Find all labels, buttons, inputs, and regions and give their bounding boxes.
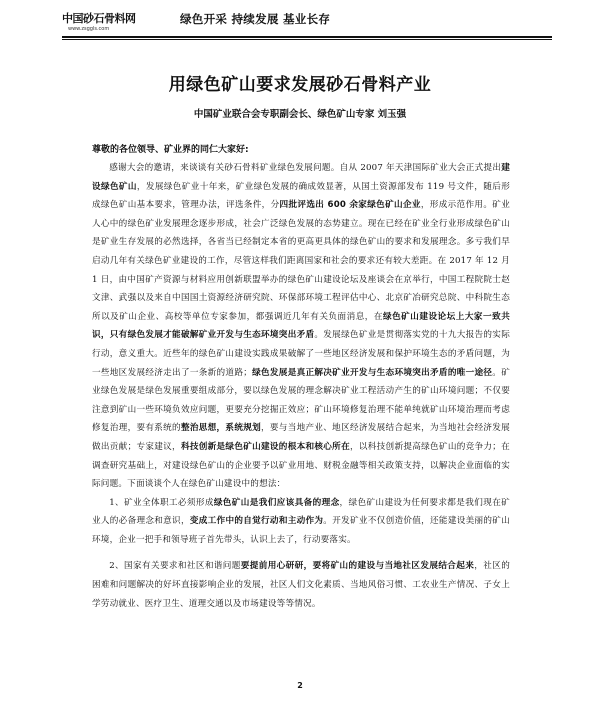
emphasis-run: 绿色矿山是我们应该具备的理念: [213, 497, 340, 508]
paragraph-1: [92, 159, 510, 494]
header-divider-thin: [62, 39, 552, 40]
emphasis-run: 变成工作中的自觉行动和主动作为: [189, 516, 324, 527]
text-run: 。发展绿色矿业是贯彻落实党的十九大报告的实际行动，意义重大。近些年的绿色矿山建设实践成果破解了一些地区经济发展和保护环境生态的矛盾问题，为一些地区发展经济走出了一条新的道路；: [92, 330, 510, 378]
text-run: 2、国家有关要求和社区和谐问题: [109, 561, 241, 572]
text-run: ，社区的困难和问题解决的好坏直接影响企业的发展，社区人们文化素质、当地风俗习惯、工农业生产情况、子女上学劳动就业、医疗卫生、道理交通以及市场建设等等情况。: [92, 561, 511, 609]
text-run: ，以科技创新提高绿色矿山的竞争力；在调查研究基础上，对建设绿色矿山的企业要予以矿业用地、财税金融等相关政策支持，以解决企业面临的实际问题。下面谈谈个人在绿色矿山建设中的想法：: [92, 441, 510, 490]
article-author: 中国矿业联合会专职副会长、绿色矿山专家 刘玉强: [193, 109, 407, 120]
text-run: ，发展绿色矿业十年来，矿业绿色发展的确成效显著，从国土资源部发布 119 号文件，随后形成绿色矿山基本要求，管理办法，评选条件，分: [92, 181, 510, 211]
salutation: 尊敬的各位领导、矿业界的同仁大家好:: [92, 145, 249, 155]
text-run: 感谢大会的邀请，来谈谈有关砂石骨料矿业绿色发展问题。自从 2007 年天津国际矿业大会正式提出: [109, 163, 502, 173]
emphasis-run: 要提前用心研研，要将矿山的建设与当地社区发展结合起来: [240, 561, 475, 572]
paragraph-2: [92, 494, 510, 550]
emphasis-run: 绿色发展是真正解决矿业开发与生态环境突出矛盾的唯一途径: [252, 367, 493, 378]
text-run: ，形成示范作用。矿业人心中的绿色矿业发展理念逐步形成，社会广泛绿色发展的态势建立。现在已经在矿业全行业形成绿色矿山是矿业生存发展的必然选择，各省当已经制定本省的更高更具体的绿色矿山的要求和发展理念。多亏我们早启动几年有关绿色矿业建设的工作，尽管这样我们距离国家和社会的要求还有较大差距。在 2017 年 12 月 1 日，由中国矿产资源与材料应用创新联盟举办的绿色矿山建设论坛及座谈会在京举行，中国工程院院士赵文津、武强以及来自中国国土资源经济研究院、环保部环境工程评估中心、北京矿冶研究总院、中科院生态所以及矿山企业、高校等单位专家参加，都强调近几年有关负面消息，在: [92, 200, 510, 322]
page-number: 2: [297, 681, 303, 690]
emphasis-run: 整治思想，系统规划: [180, 423, 262, 434]
text-run: 。矿业绿色发展是绿色发展重要组成部分，要以绿色发展的理念解决矿业工程活动产生的矿山环境问题；不仅要注意到矿山一些环境负效应问题，更要充分挖掘正效应；矿山环境修复治理不能单纯就矿山环境治理而考虑修复治理，要有系统的: [92, 367, 510, 434]
site-url: www.zsggls.com: [68, 26, 110, 32]
text-run: ，要与当地产业、地区经济发展结合起来，为当地社会经济发展做出贡献；专家建议，: [92, 423, 510, 452]
paragraph-3: [92, 557, 510, 613]
text-run: ，绿色矿山建设为任何要求都是我们现在矿业人的必备理念和意识，: [92, 497, 510, 527]
text-run: 1、矿业全体职工必须形成: [109, 497, 214, 508]
emphasis-run: 四批评选出 600 余家绿色矿山企业: [279, 200, 421, 211]
header-slogan: 绿色开采 持续发展 基业长存: [180, 12, 331, 26]
article-title: 用绿色矿山要求发展砂石骨料产业: [168, 75, 432, 95]
header-divider-thick: [62, 36, 552, 38]
emphasis-run: 建设绿色矿山: [92, 163, 510, 192]
text-run: 。开发矿业不仅创造价值，还能建设美丽的矿山环境，企业一把手和领导班子首先带头，认识上去了，行动要落实。: [92, 516, 510, 545]
article-body: [92, 159, 510, 613]
site-logo: 中国砂石骨料网: [62, 12, 136, 25]
emphasis-run: 科技创新是绿色矿山建设的根本和核心所在: [180, 441, 350, 452]
emphasis-run: 绿色矿山建设论坛上大家一致共识，只有绿色发展才能破解矿业开发与生态环境突出矛盾: [92, 311, 510, 341]
